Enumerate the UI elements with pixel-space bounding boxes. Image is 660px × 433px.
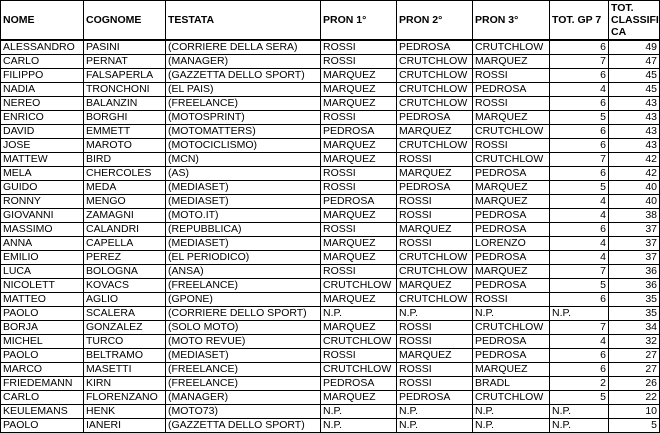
cell-tot-gp: 4 <box>550 251 609 265</box>
cell-pron2: CRUTCHLOW <box>397 83 473 97</box>
table-row <box>1 237 660 251</box>
cell-cognome: KIRN <box>84 377 166 391</box>
cell-nome: CARLO <box>1 391 84 405</box>
cell-pron2: ROSSI <box>397 363 473 377</box>
header-pron2: PRON 2° <box>397 1 473 41</box>
cell-nome: MELA <box>1 167 84 181</box>
cell-cognome: TRONCHONI <box>84 83 166 97</box>
cell-pron1: MARQUEZ <box>321 237 397 251</box>
cell-tot-classifica: 42 <box>609 167 660 181</box>
table-row <box>1 139 660 153</box>
cell-tot-classifica: 27 <box>609 363 660 377</box>
cell-testata: (FREELANCE) <box>166 97 321 111</box>
cell-pron2: ROSSI <box>397 209 473 223</box>
cell-pron2: ROSSI <box>397 237 473 251</box>
cell-tot-classifica: 10 <box>609 405 660 419</box>
cell-nome: JOSE <box>1 139 84 153</box>
cell-pron1: MARQUEZ <box>321 97 397 111</box>
cell-tot-classifica: 27 <box>609 349 660 363</box>
cell-nome: RONNY <box>1 195 84 209</box>
cell-tot-classifica: 47 <box>609 55 660 69</box>
cell-pron3: ROSSI <box>473 293 550 307</box>
cell-testata: (MOTOCICLISMO) <box>166 139 321 153</box>
cell-testata: (EL PERIODICO) <box>166 251 321 265</box>
cell-cognome: SCALERA <box>84 307 166 321</box>
cell-pron3: N.P. <box>473 419 550 433</box>
cell-tot-gp: 5 <box>550 181 609 195</box>
cell-pron3: MARQUEZ <box>473 265 550 279</box>
cell-pron2: CRUTCHLOW <box>397 55 473 69</box>
table-row <box>1 363 660 377</box>
cell-tot-gp: N.P. <box>550 419 609 433</box>
cell-tot-gp: 6 <box>550 363 609 377</box>
cell-pron3: PEDROSA <box>473 335 550 349</box>
cell-pron1: MARQUEZ <box>321 139 397 153</box>
cell-testata: (ANSA) <box>166 265 321 279</box>
cell-tot-gp: 7 <box>550 265 609 279</box>
cell-testata: (MANAGER) <box>166 55 321 69</box>
cell-cognome: BIRD <box>84 153 166 167</box>
cell-testata: (GAZZETTA DELLO SPORT) <box>166 69 321 83</box>
cell-cognome: IANERI <box>84 419 166 433</box>
cell-cognome: PEREZ <box>84 251 166 265</box>
header-tot-gp: TOT. GP 7 <box>550 1 609 41</box>
cell-pron1: MARQUEZ <box>321 153 397 167</box>
cell-pron3: CRUTCHLOW <box>473 40 550 55</box>
cell-pron1: ROSSI <box>321 111 397 125</box>
table-row <box>1 307 660 321</box>
cell-pron3: LORENZO <box>473 237 550 251</box>
table-row <box>1 181 660 195</box>
cell-nome: FRIEDEMANN <box>1 377 84 391</box>
cell-tot-classifica: 45 <box>609 69 660 83</box>
cell-pron2: N.P. <box>397 419 473 433</box>
table-row <box>1 40 660 55</box>
cell-cognome: MASETTI <box>84 363 166 377</box>
cell-pron2: ROSSI <box>397 335 473 349</box>
cell-testata: (EL PAIS) <box>166 83 321 97</box>
cell-pron2: N.P. <box>397 405 473 419</box>
cell-tot-classifica: 26 <box>609 377 660 391</box>
cell-nome: GIOVANNI <box>1 209 84 223</box>
cell-testata: (FREELANCE) <box>166 279 321 293</box>
cell-pron1: MARQUEZ <box>321 293 397 307</box>
table-row <box>1 69 660 83</box>
cell-tot-classifica: 37 <box>609 251 660 265</box>
cell-nome: NEREO <box>1 97 84 111</box>
cell-pron3: PEDROSA <box>473 251 550 265</box>
cell-cognome: PASINI <box>84 40 166 55</box>
cell-tot-gp: 5 <box>550 391 609 405</box>
cell-nome: PAOLO <box>1 349 84 363</box>
cell-nome: EMILIO <box>1 251 84 265</box>
cell-testata: (FREELANCE) <box>166 377 321 391</box>
cell-pron3: ROSSI <box>473 139 550 153</box>
table-row <box>1 391 660 405</box>
cell-pron3: MARQUEZ <box>473 195 550 209</box>
cell-testata: (MOTOSPRINT) <box>166 111 321 125</box>
cell-tot-gp: 4 <box>550 195 609 209</box>
cell-nome: DAVID <box>1 125 84 139</box>
table-row <box>1 265 660 279</box>
cell-testata: (REPUBBLICA) <box>166 223 321 237</box>
cell-testata: (SOLO MOTO) <box>166 321 321 335</box>
cell-tot-classifica: 43 <box>609 97 660 111</box>
table-row <box>1 293 660 307</box>
table-row <box>1 97 660 111</box>
cell-cognome: CALANDRI <box>84 223 166 237</box>
cell-pron1: PEDROSA <box>321 195 397 209</box>
table-row <box>1 251 660 265</box>
cell-cognome: FALSAPERLA <box>84 69 166 83</box>
cell-testata: (MOTO73) <box>166 405 321 419</box>
cell-pron2: PEDROSA <box>397 181 473 195</box>
cell-pron3: CRUTCHLOW <box>473 321 550 335</box>
cell-pron1: ROSSI <box>321 40 397 55</box>
cell-pron1: PEDROSA <box>321 125 397 139</box>
cell-nome: KEULEMANS <box>1 405 84 419</box>
cell-tot-classifica: 40 <box>609 181 660 195</box>
cell-nome: ENRICO <box>1 111 84 125</box>
cell-tot-gp: 6 <box>550 167 609 181</box>
cell-pron3: ROSSI <box>473 97 550 111</box>
cell-testata: (MANAGER) <box>166 391 321 405</box>
table-row <box>1 125 660 139</box>
cell-cognome: TURCO <box>84 335 166 349</box>
table-body <box>1 40 660 433</box>
cell-pron2: PEDROSA <box>397 40 473 55</box>
cell-pron2: PEDROSA <box>397 391 473 405</box>
table-row <box>1 223 660 237</box>
cell-tot-gp: 4 <box>550 237 609 251</box>
cell-tot-gp: 6 <box>550 125 609 139</box>
cell-nome: MATTEO <box>1 293 84 307</box>
header-nome: NOME <box>1 1 84 41</box>
cell-pron2: CRUTCHLOW <box>397 139 473 153</box>
cell-pron3: PEDROSA <box>473 167 550 181</box>
cell-pron2: MARQUEZ <box>397 279 473 293</box>
cell-tot-gp: 7 <box>550 55 609 69</box>
cell-pron2: CRUTCHLOW <box>397 265 473 279</box>
cell-pron1: N.P. <box>321 405 397 419</box>
cell-nome: NADIA <box>1 83 84 97</box>
cell-pron3: PEDROSA <box>473 349 550 363</box>
table-row <box>1 111 660 125</box>
table-row <box>1 405 660 419</box>
cell-testata: (MEDIASET) <box>166 237 321 251</box>
cell-tot-gp: 4 <box>550 209 609 223</box>
table-row <box>1 209 660 223</box>
cell-cognome: MENGO <box>84 195 166 209</box>
cell-pron1: CRUTCHLOW <box>321 335 397 349</box>
cell-tot-classifica: 37 <box>609 237 660 251</box>
cell-pron3: PEDROSA <box>473 279 550 293</box>
cell-pron1: PEDROSA <box>321 377 397 391</box>
cell-nome: FILIPPO <box>1 69 84 83</box>
cell-cognome: FLORENZANO <box>84 391 166 405</box>
cell-pron1: MARQUEZ <box>321 83 397 97</box>
table-row <box>1 167 660 181</box>
cell-nome: PAOLO <box>1 307 84 321</box>
cell-tot-gp: 7 <box>550 321 609 335</box>
cell-pron1: CRUTCHLOW <box>321 279 397 293</box>
cell-cognome: GONZALEZ <box>84 321 166 335</box>
cell-testata: (GAZZETTA DELLO SPORT) <box>166 419 321 433</box>
cell-pron3: N.P. <box>473 307 550 321</box>
table-row <box>1 349 660 363</box>
cell-pron1: MARQUEZ <box>321 321 397 335</box>
cell-pron3: BRADL <box>473 377 550 391</box>
cell-tot-gp: 7 <box>550 153 609 167</box>
table-row <box>1 335 660 349</box>
cell-testata: (AS) <box>166 167 321 181</box>
cell-pron2: ROSSI <box>397 195 473 209</box>
cell-tot-gp: 6 <box>550 139 609 153</box>
cell-pron3: N.P. <box>473 405 550 419</box>
cell-nome: MARCO <box>1 363 84 377</box>
cell-tot-gp: 6 <box>550 40 609 55</box>
cell-testata: (GPONE) <box>166 293 321 307</box>
cell-pron1: ROSSI <box>321 223 397 237</box>
cell-tot-classifica: 43 <box>609 125 660 139</box>
cell-cognome: PERNAT <box>84 55 166 69</box>
cell-pron1: ROSSI <box>321 265 397 279</box>
cell-tot-classifica: 36 <box>609 279 660 293</box>
cell-testata: (MEDIASET) <box>166 181 321 195</box>
cell-pron3: CRUTCHLOW <box>473 391 550 405</box>
table-row <box>1 321 660 335</box>
cell-tot-classifica: 22 <box>609 391 660 405</box>
cell-pron3: MARQUEZ <box>473 181 550 195</box>
header-tot-classifica: TOT. CLASSIFI CA <box>609 1 660 41</box>
cell-pron1: MARQUEZ <box>321 251 397 265</box>
cell-cognome: MEDA <box>84 181 166 195</box>
cell-pron1: ROSSI <box>321 55 397 69</box>
cell-nome: MICHEL <box>1 335 84 349</box>
cell-tot-classifica: 34 <box>609 321 660 335</box>
cell-nome: NICOLETT <box>1 279 84 293</box>
cell-tot-classifica: 42 <box>609 153 660 167</box>
cell-tot-classifica: 45 <box>609 83 660 97</box>
cell-nome: ANNA <box>1 237 84 251</box>
cell-pron2: CRUTCHLOW <box>397 69 473 83</box>
cell-nome: PAOLO <box>1 419 84 433</box>
cell-cognome: EMMETT <box>84 125 166 139</box>
cell-pron2: MARQUEZ <box>397 349 473 363</box>
cell-cognome: ZAMAGNI <box>84 209 166 223</box>
cell-tot-gp: N.P. <box>550 307 609 321</box>
cell-testata: (MEDIASET) <box>166 195 321 209</box>
cell-pron1: MARQUEZ <box>321 209 397 223</box>
cell-pron2: CRUTCHLOW <box>397 293 473 307</box>
cell-tot-gp: 6 <box>550 223 609 237</box>
cell-testata: (MOTO.IT) <box>166 209 321 223</box>
cell-cognome: BALANZIN <box>84 97 166 111</box>
cell-nome: MATTEW <box>1 153 84 167</box>
cell-tot-gp: 5 <box>550 279 609 293</box>
table-row <box>1 195 660 209</box>
header-cognome: COGNOME <box>84 1 166 41</box>
cell-pron2: PEDROSA <box>397 111 473 125</box>
cell-pron2: ROSSI <box>397 321 473 335</box>
cell-nome: GUIDO <box>1 181 84 195</box>
cell-testata: (CORRIERE DELLO SPORT) <box>166 307 321 321</box>
cell-cognome: CHERCOLES <box>84 167 166 181</box>
cell-tot-classifica: 37 <box>609 223 660 237</box>
cell-cognome: BELTRAMO <box>84 349 166 363</box>
cell-nome: MASSIMO <box>1 223 84 237</box>
cell-pron3: ROSSI <box>473 69 550 83</box>
cell-testata: (MCN) <box>166 153 321 167</box>
cell-cognome: CAPELLA <box>84 237 166 251</box>
header-pron3: PRON 3° <box>473 1 550 41</box>
cell-cognome: BOLOGNA <box>84 265 166 279</box>
header-testata: TESTATA <box>166 1 321 41</box>
cell-pron1: MARQUEZ <box>321 391 397 405</box>
cell-pron1: MARQUEZ <box>321 69 397 83</box>
cell-tot-classifica: 35 <box>609 307 660 321</box>
cell-pron1: N.P. <box>321 307 397 321</box>
cell-pron2: ROSSI <box>397 153 473 167</box>
cell-tot-classifica: 40 <box>609 195 660 209</box>
cell-cognome: AGLIO <box>84 293 166 307</box>
table-row <box>1 55 660 69</box>
cell-tot-gp: 6 <box>550 69 609 83</box>
cell-pron2: ROSSI <box>397 377 473 391</box>
cell-cognome: BORGHI <box>84 111 166 125</box>
cell-tot-classifica: 49 <box>609 40 660 55</box>
cell-nome: CARLO <box>1 55 84 69</box>
cell-testata: (MOTO REVUE) <box>166 335 321 349</box>
cell-tot-classifica: 5 <box>609 419 660 433</box>
cell-pron2: MARQUEZ <box>397 223 473 237</box>
cell-pron2: CRUTCHLOW <box>397 251 473 265</box>
cell-pron3: MARQUEZ <box>473 55 550 69</box>
cell-pron2: MARQUEZ <box>397 125 473 139</box>
cell-tot-gp: 4 <box>550 83 609 97</box>
cell-tot-classifica: 35 <box>609 293 660 307</box>
cell-pron2: N.P. <box>397 307 473 321</box>
table-row <box>1 419 660 433</box>
cell-pron2: MARQUEZ <box>397 167 473 181</box>
cell-testata: (MOTOMATTERS) <box>166 125 321 139</box>
cell-tot-classifica: 38 <box>609 209 660 223</box>
header-pron1: PRON 1° <box>321 1 397 41</box>
cell-pron3: CRUTCHLOW <box>473 153 550 167</box>
cell-cognome: MAROTO <box>84 139 166 153</box>
cell-tot-gp: 6 <box>550 349 609 363</box>
cell-tot-gp: N.P. <box>550 405 609 419</box>
cell-pron3: MARQUEZ <box>473 111 550 125</box>
cell-testata: (MEDIASET) <box>166 349 321 363</box>
cell-tot-gp: 2 <box>550 377 609 391</box>
cell-nome: ALESSANDRO <box>1 40 84 55</box>
cell-pron3: MARQUEZ <box>473 363 550 377</box>
header-row <box>1 1 660 41</box>
cell-pron1: CRUTCHLOW <box>321 363 397 377</box>
cell-cognome: KOVACS <box>84 279 166 293</box>
cell-tot-classifica: 36 <box>609 265 660 279</box>
cell-pron3: PEDROSA <box>473 209 550 223</box>
cell-pron1: ROSSI <box>321 181 397 195</box>
cell-pron2: CRUTCHLOW <box>397 97 473 111</box>
cell-tot-classifica: 43 <box>609 111 660 125</box>
cell-pron3: CRUTCHLOW <box>473 125 550 139</box>
cell-cognome: HENK <box>84 405 166 419</box>
table-row <box>1 83 660 97</box>
cell-tot-gp: 4 <box>550 335 609 349</box>
cell-tot-gp: 6 <box>550 97 609 111</box>
cell-pron1: ROSSI <box>321 349 397 363</box>
cell-pron1: N.P. <box>321 419 397 433</box>
cell-tot-classifica: 43 <box>609 139 660 153</box>
table-row <box>1 377 660 391</box>
cell-testata: (CORRIERE DELLA SERA) <box>166 40 321 55</box>
cell-testata: (FREELANCE) <box>166 363 321 377</box>
cell-nome: BORJA <box>1 321 84 335</box>
cell-pron1: ROSSI <box>321 167 397 181</box>
cell-nome: LUCA <box>1 265 84 279</box>
table-row <box>1 153 660 167</box>
cell-tot-classifica: 32 <box>609 335 660 349</box>
cell-pron3: PEDROSA <box>473 223 550 237</box>
cell-pron3: PEDROSA <box>473 83 550 97</box>
table-row <box>1 279 660 293</box>
cell-tot-gp: 6 <box>550 293 609 307</box>
cell-tot-gp: 5 <box>550 111 609 125</box>
